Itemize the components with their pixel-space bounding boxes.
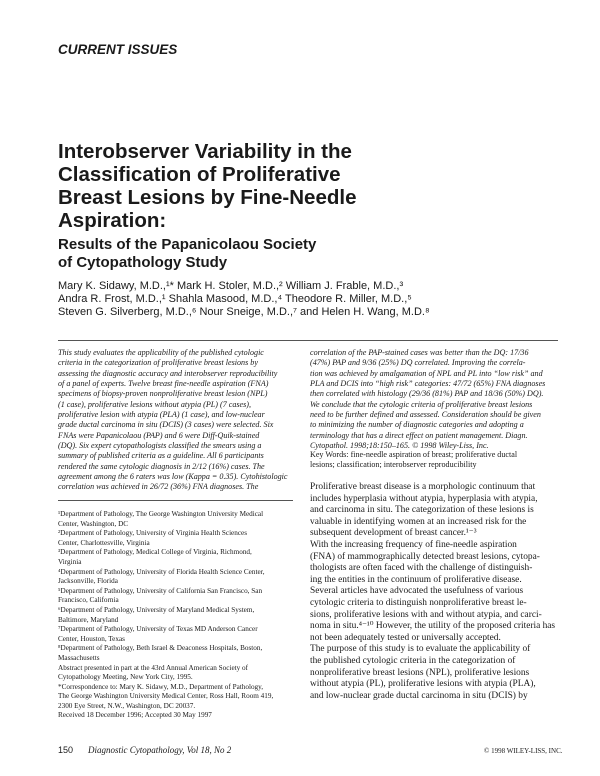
text-line: The purpose of this study is to evaluate the applicability of bbox=[310, 644, 531, 655]
text-line: Center, Washington, DC bbox=[58, 519, 129, 528]
text-line: With the increasing frequency of fine-needle aspiration bbox=[310, 539, 517, 550]
text-line: correlation of the PAP-stained cases was better than the DQ: 17/36 bbox=[310, 348, 529, 357]
text-line: ⁶Department of Pathology, University of Maryland Medical System, bbox=[58, 605, 255, 614]
text-line: Key Words: fine-needle aspiration of breast; proliferative ductal bbox=[310, 450, 518, 459]
text-line: proliferative lesion with atypia (PLA) (1 case), and low-nuclear bbox=[58, 410, 265, 420]
text-line: and carcinoma in situ. The categorization of these lesions is bbox=[310, 505, 534, 516]
text-line: Cytopathol. 1998;18:150–165. © 1998 Wiley-Liss, Inc. bbox=[310, 441, 489, 451]
text-line: noma in situ.⁴⁻¹⁰ However, the utility of the proposed criteria has bbox=[310, 621, 556, 632]
text-line: Several articles have advocated the usefulness of various bbox=[310, 586, 524, 597]
text-line: Steven G. Silverberg, M.D.,⁶ Nour Sneige, M.D.,⁷ and Helen H. Wang, M.D.⁸ bbox=[58, 306, 430, 318]
text-line: thologists are often faced with the challenge of distinguish- bbox=[310, 563, 533, 574]
text-line: 2300 Eye Street, N.W., Washington, DC 20037. bbox=[58, 701, 196, 710]
text-line: the published cytologic criteria in the categorization of bbox=[310, 655, 516, 666]
text-line: cytologic criteria to distinguish nonproliferative breast le- bbox=[310, 597, 527, 608]
text-line: Center, Houston, Texas bbox=[58, 634, 125, 643]
text-line: Cytopathology Meeting, New York City, 1995. bbox=[58, 673, 193, 682]
text-line: This study evaluates the applicability of the published cytologic bbox=[58, 348, 264, 357]
journal-citation: Diagnostic Cytopathology, Vol 18, No 2 bbox=[88, 745, 232, 755]
text-line: ⁵Department of Pathology, University of California San Francisco, San bbox=[58, 586, 263, 595]
text-line: Massachusetts bbox=[58, 653, 100, 662]
text-line: *Correspondence to: Mary K. Sidawy, M.D., Department of Pathology, bbox=[58, 682, 264, 691]
text-line: PLA and DCIS into “high risk” categories: 47/72 (65%) FNA diagnoses bbox=[310, 379, 546, 389]
text-line: Mary K. Sidawy, M.D.,¹* Mark H. Stoler, M.D.,² William J. Frable, M.D.,³ bbox=[58, 280, 404, 292]
text-line: terminology that has a direct effect on patient management. Diagn. bbox=[310, 430, 528, 440]
text-line: summary of published criteria as a guideline. All 6 participants bbox=[58, 451, 264, 461]
text-line: Aspiration: bbox=[58, 209, 167, 232]
text-line: Interobserver Variability in the bbox=[58, 140, 352, 163]
text-line: ²Department of Pathology, University of Virginia Health Sciences bbox=[58, 529, 248, 538]
text-line: to minimizing the number of diagnostic categories and adopting a bbox=[310, 420, 524, 430]
text-line: Francisco, California bbox=[58, 596, 119, 605]
key-words bbox=[310, 450, 550, 471]
article-title bbox=[58, 140, 488, 232]
text-line: ⁸Department of Pathology, Beth Israel & Deaconess Hospitals, Boston, bbox=[58, 644, 263, 653]
abstract-left-column bbox=[58, 348, 300, 493]
section-label: CURRENT ISSUES bbox=[58, 42, 178, 57]
author-list bbox=[58, 280, 558, 319]
text-line: not been adequately tested or universally accepted. bbox=[310, 632, 501, 643]
text-line: specimens of biopsy-proven nonproliferative breast lesion (NPL) bbox=[58, 389, 268, 399]
text-line: correlation was achieved in 26/72 (36%) FNA diagnoses. The bbox=[58, 482, 259, 492]
text-line: lesions; classification; interobserver reproducibility bbox=[310, 460, 477, 470]
text-line: Baltimore, Maryland bbox=[58, 615, 119, 624]
text-line: rendered the same cytologic diagnosis in 2/12 (16%) cases. The bbox=[58, 461, 265, 471]
text-line: Results of the Papanicolaou Society bbox=[58, 236, 317, 253]
text-line: (47%) PAP and 9/36 (25%) DQ correlated. Improving the correla- bbox=[310, 358, 526, 368]
text-line: criteria in the categorization of proliferative breast lesions by bbox=[58, 358, 258, 368]
text-line: includes hyperplasia without atypia, hyperplasia with atypia, bbox=[310, 493, 538, 504]
body-text bbox=[310, 482, 554, 702]
text-line: Breast Lesions by Fine-Needle bbox=[58, 186, 357, 209]
text-line: without atypia (PL), proliferative lesions with atypia (PLA), bbox=[310, 679, 536, 690]
text-line: Andra R. Frost, M.D.,¹ Shahla Masood, M.D.,⁴ Theodore R. Miller, M.D.,⁵ bbox=[58, 293, 412, 305]
text-line: Received 18 December 1996; Accepted 30 May 1997 bbox=[58, 711, 212, 720]
text-line: agreement among the 6 raters was low (Kappa = 0.35). Cytohistologic bbox=[58, 472, 288, 482]
text-line: ³Department of Pathology, Medical College of Virginia, Richmond, bbox=[58, 548, 252, 557]
text-line: We conclude that the cytologic criteria of proliferative breast lesions bbox=[310, 399, 533, 409]
text-line: nonproliferative breast lesions (NPL), proliferative lesions bbox=[310, 667, 530, 678]
text-line: valuable in identifying women at an increased risk for the bbox=[310, 516, 527, 527]
text-line: tion was achieved by amalgamation of NPL and PL into “low risk” and bbox=[310, 368, 543, 378]
text-line: of a panel of experts. Twelve breast fine-needle aspiration (FNA) bbox=[58, 379, 269, 389]
text-line: (FNA) of mammographically detected breast lesions, cytopa- bbox=[310, 551, 540, 562]
text-line: Virginia bbox=[58, 557, 82, 566]
text-line: and low-nuclear grade ductal carcinoma in situ (DCIS) by bbox=[310, 690, 528, 701]
abstract-top-rule bbox=[58, 340, 558, 341]
text-line: need to be further defined and assessed. Consideration should be given bbox=[310, 410, 541, 420]
page-number: 150 bbox=[58, 745, 74, 755]
text-line: Abstract presented in part at the 43rd Annual American Society of bbox=[58, 663, 249, 672]
text-line: (1 case), proliferative lesions without atypia (PL) (7 cases), bbox=[58, 399, 252, 409]
text-line: Proliferative breast disease is a morphologic continuum that bbox=[310, 482, 536, 492]
text-line: ing the entities in the continuum of proliferative disease. bbox=[310, 574, 522, 585]
text-line: of Cytopathology Study bbox=[58, 254, 228, 271]
text-line: Classification of Proliferative bbox=[58, 163, 341, 186]
affiliation-footnotes bbox=[58, 510, 288, 721]
text-line: sions, proliferative lesions with and without atypia, and carci- bbox=[310, 609, 542, 620]
text-line: (DQ). Six expert cytopathologists classified the smears using a bbox=[58, 441, 262, 451]
text-line: Jacksonville, Florida bbox=[58, 577, 118, 586]
text-line: ⁴Department of Pathology, University of Florida Health Science Center, bbox=[58, 567, 265, 576]
text-line: assessing the diagnostic accuracy and interobserver reproducibility bbox=[58, 368, 278, 378]
text-line: Center, Charlottesville, Virginia bbox=[58, 538, 150, 547]
text-line: grade ductal carcinoma in situ (DCIS) (3 cases) were selected. Six bbox=[58, 420, 274, 430]
footnote-rule bbox=[58, 500, 293, 501]
abstract-right-column bbox=[310, 348, 550, 451]
text-line: FNAs were Papanicolaou (PAP) and 6 were Diff-Quik-stained bbox=[58, 430, 260, 440]
text-line: ¹Department of Pathology, The George Washington University Medical bbox=[58, 510, 264, 518]
copyright-notice: © 1998 WILEY-LISS, INC. bbox=[484, 747, 563, 755]
text-line: then correlated with histology (29/36 (81%) PAP and 18/36 (50%) DQ). bbox=[310, 389, 544, 399]
text-line: subsequent development of breast cancer.¹⁻³ bbox=[310, 528, 477, 539]
text-line: The George Washington University Medical Center, Ross Hall, Room 419, bbox=[58, 692, 274, 701]
article-subtitle bbox=[58, 236, 478, 272]
text-line: ⁷Department of Pathology, University of Texas MD Anderson Cancer bbox=[58, 625, 258, 634]
